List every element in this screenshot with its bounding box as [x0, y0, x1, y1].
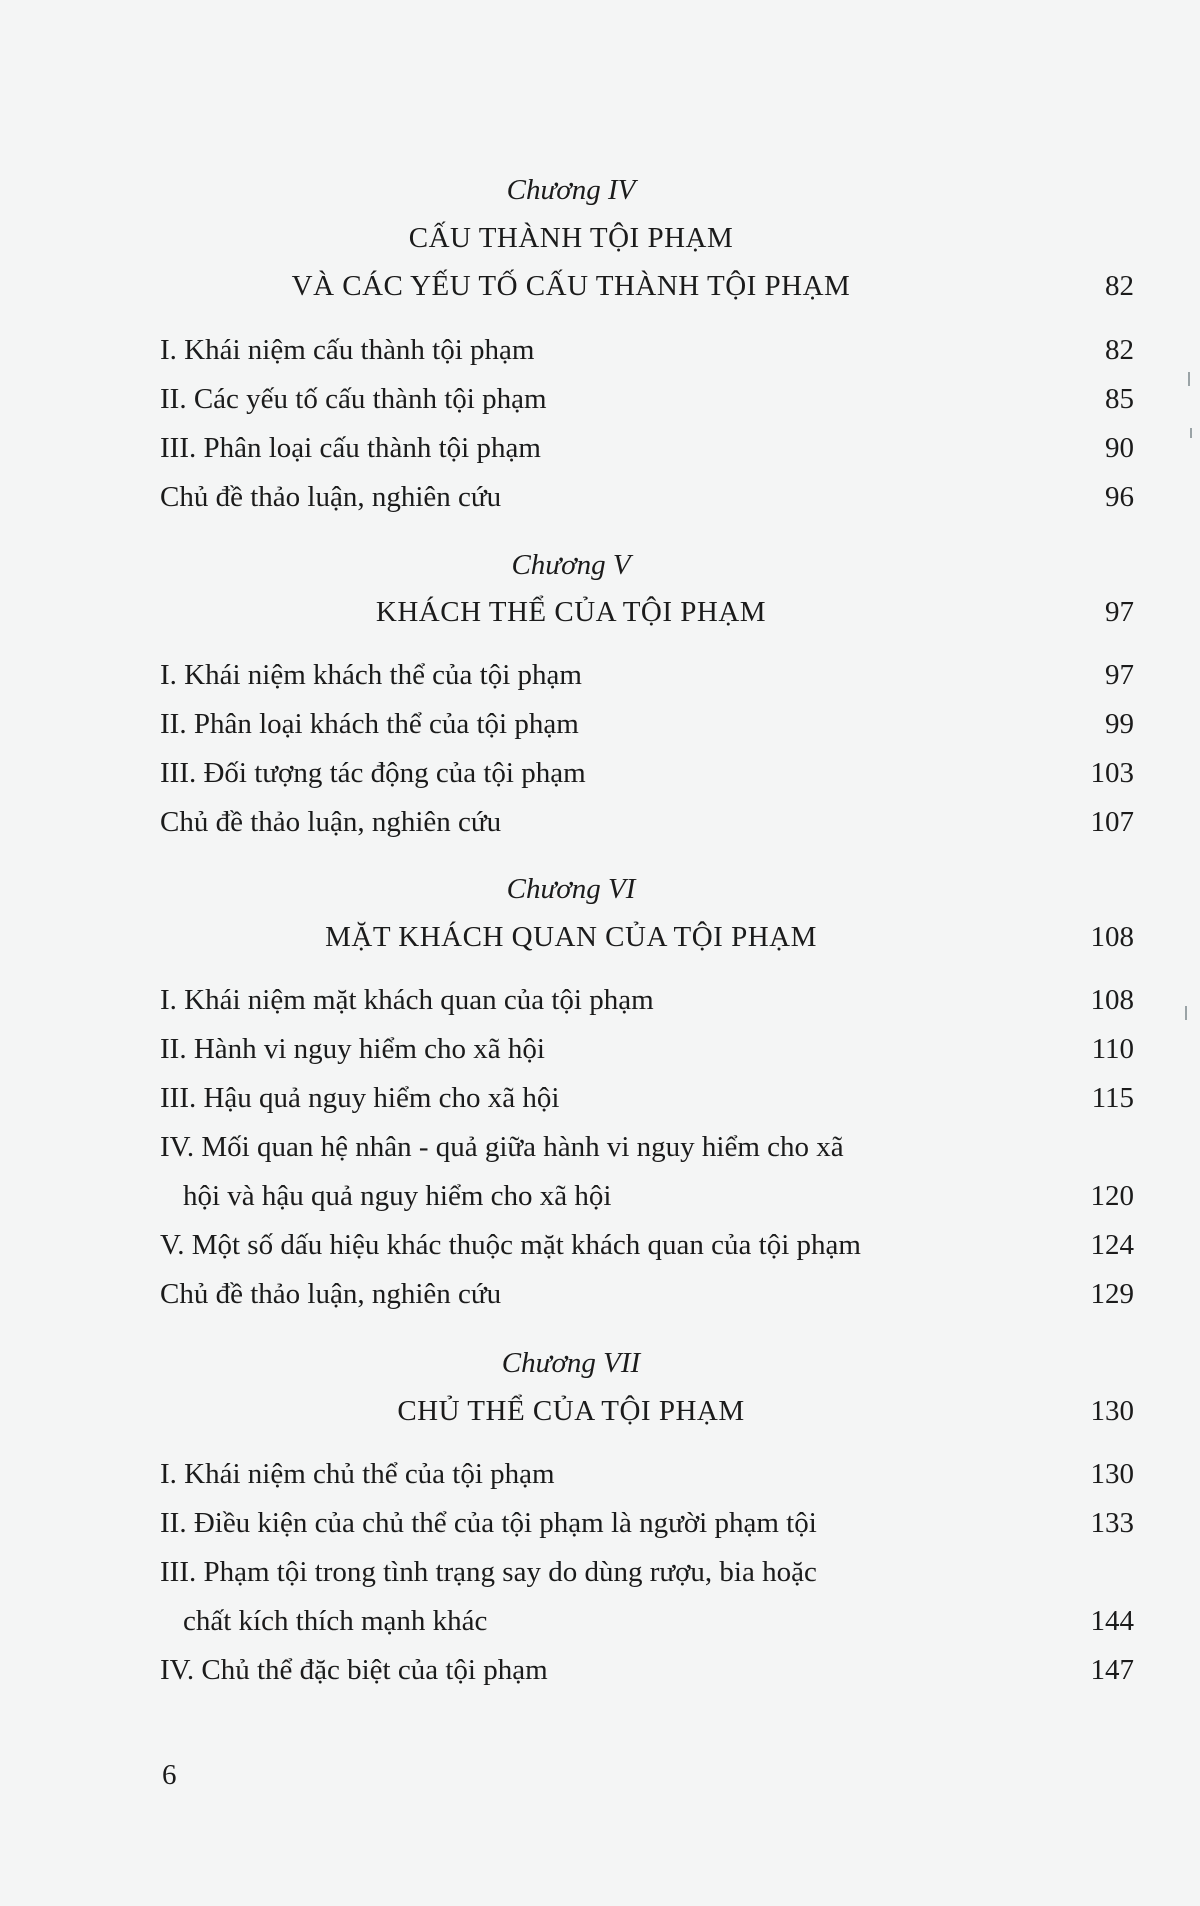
toc-entry-page: 147	[1090, 1654, 1134, 1686]
chapter-4-label: Chương IV	[506, 174, 636, 206]
toc-entry: II. Các yếu tố cấu thành tội phạm	[160, 383, 547, 415]
toc-entry-page: 110	[1091, 1033, 1134, 1065]
scan-mark	[1190, 428, 1192, 438]
toc-entry: II. Hành vi nguy hiểm cho xã hội	[160, 1033, 545, 1065]
toc-entry: V. Một số dấu hiệu khác thuộc mặt khách quan của tội phạm	[160, 1229, 861, 1261]
toc-entry: I. Khái niệm khách thể của tội phạm	[160, 659, 582, 691]
chapter-4-title-line-1: CẤU THÀNH TỘI PHẠM	[408, 222, 734, 254]
toc-entry: III. Phân loại cấu thành tội phạm	[160, 432, 541, 464]
toc-entry-page: 103	[1090, 757, 1134, 789]
toc-entry-page: 108	[1090, 984, 1134, 1016]
chapter-7-label: Chương VII	[501, 1347, 641, 1379]
chapter-6-title: MẶT KHÁCH QUAN CỦA TỘI PHẠM	[325, 921, 817, 953]
toc-entry-page: 144	[1090, 1605, 1134, 1637]
toc-entry-page: 130	[1090, 1458, 1134, 1490]
chapter-7-title: CHỦ THỂ CỦA TỘI PHẠM	[397, 1395, 745, 1427]
toc-entry: I. Khái niệm mặt khách quan của tội phạm	[160, 984, 654, 1016]
toc-entry: I. Khái niệm cấu thành tội phạm	[160, 334, 535, 366]
toc-entry-page: 129	[1090, 1278, 1134, 1310]
toc-entry: III. Đối tượng tác động của tội phạm	[160, 757, 586, 789]
chapter-4-title-line-2: VÀ CÁC YẾU TỐ CẤU THÀNH TỘI PHẠM	[291, 270, 851, 302]
toc-entry-page: 85	[1105, 383, 1134, 415]
toc-entry: IV. Mối quan hệ nhân - quả giữa hành vi nguy hiểm cho xã	[160, 1131, 844, 1163]
toc-entry-page: 96	[1105, 481, 1134, 513]
toc-entry-page: 97	[1105, 659, 1134, 691]
toc-entry: II. Phân loại khách thể của tội phạm	[160, 708, 579, 740]
chapter-5-label: Chương V	[511, 549, 631, 581]
chapter-6-page: 108	[1090, 921, 1134, 953]
toc-entry-page: 107	[1090, 806, 1134, 838]
scan-mark	[1188, 372, 1190, 386]
toc-entry-continuation: chất kích thích mạnh khác	[183, 1605, 488, 1637]
toc-entry: Chủ đề thảo luận, nghiên cứu	[160, 806, 502, 838]
chapter-5-title: KHÁCH THỂ CỦA TỘI PHẠM	[375, 596, 767, 628]
toc-entry: I. Khái niệm chủ thể của tội phạm	[160, 1458, 555, 1490]
toc-entry-page: 124	[1090, 1229, 1134, 1261]
toc-entry: IV. Chủ thể đặc biệt của tội phạm	[160, 1654, 548, 1686]
chapter-7-page: 130	[1090, 1395, 1134, 1427]
toc-entry-continuation: hội và hậu quả nguy hiểm cho xã hội	[183, 1180, 612, 1212]
toc-entry-page: 133	[1090, 1507, 1134, 1539]
scan-mark	[1185, 1006, 1187, 1020]
toc-entry-page: 90	[1105, 432, 1134, 464]
toc-entry: Chủ đề thảo luận, nghiên cứu	[160, 1278, 502, 1310]
page-number: 6	[162, 1759, 177, 1791]
chapter-6-label: Chương VI	[506, 873, 636, 905]
toc-entry-page: 99	[1105, 708, 1134, 740]
toc-entry-page: 120	[1090, 1180, 1134, 1212]
toc-entry-page: 82	[1105, 334, 1134, 366]
toc-entry: Chủ đề thảo luận, nghiên cứu	[160, 481, 502, 513]
toc-entry-page: 115	[1091, 1082, 1134, 1114]
toc-entry: II. Điều kiện của chủ thể của tội phạm là người phạm tội	[160, 1507, 817, 1539]
chapter-5-page: 97	[1105, 596, 1134, 628]
toc-entry: III. Phạm tội trong tình trạng say do dùng rượu, bia hoặc	[160, 1556, 817, 1588]
toc-entry: III. Hậu quả nguy hiểm cho xã hội	[160, 1082, 560, 1114]
chapter-4-page: 82	[1105, 270, 1134, 302]
